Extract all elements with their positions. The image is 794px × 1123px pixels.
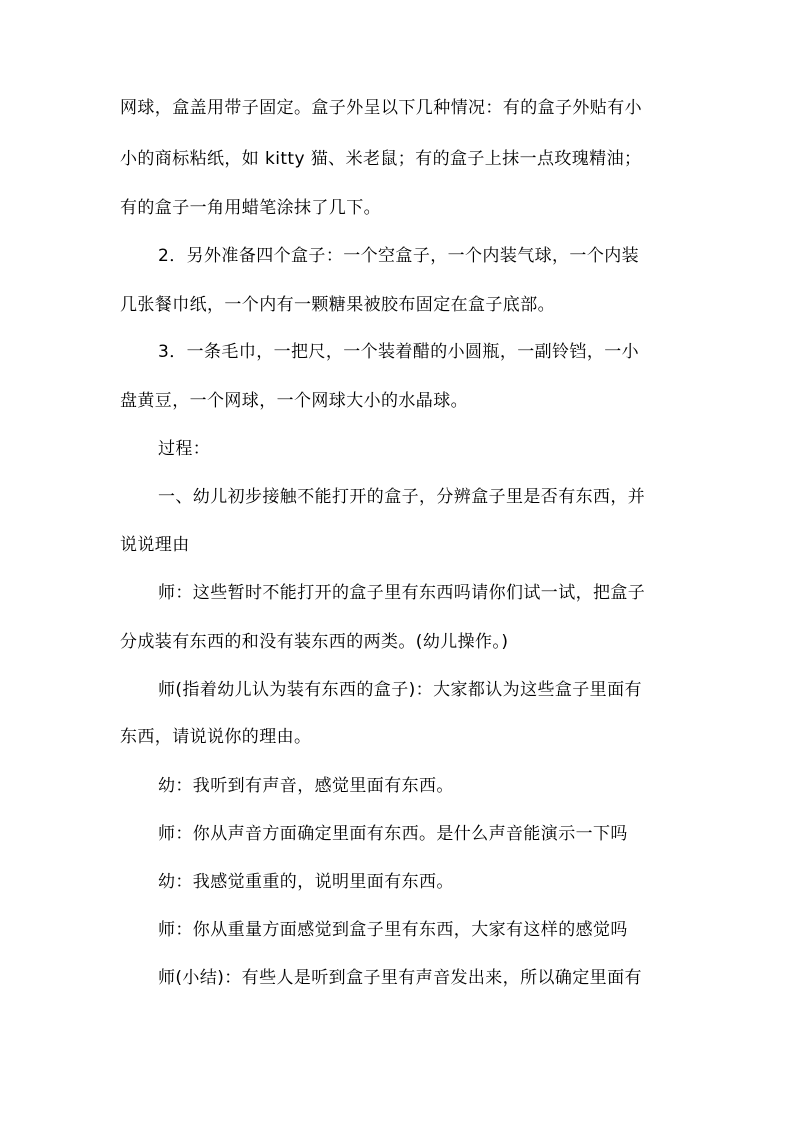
text-line-6: 3．一条毛巾，一把尺，一个装着醋的小圆瓶，一副铃铛，一小: [158, 342, 640, 362]
text-line-14: 东西，请说说你的理由。: [120, 727, 312, 747]
text-line-9: 一、幼儿初步接触不能打开的盒子，分辨盒子里是否有东西，并: [158, 487, 646, 507]
text-line-13: 师(指着幼儿认为装有东西的盒子)：大家都认为这些盒子里面有: [158, 680, 642, 700]
text-line-17: 幼：我感觉重重的，说明里面有东西。: [158, 872, 454, 892]
text-line-15: 幼：我听到有声音，感觉里面有东西。: [158, 776, 454, 796]
text-line-4: 2．另外准备四个盒子：一个空盒子，一个内装气球，一个内装: [158, 246, 640, 266]
text-line-12: 分成装有东西的和没有装东西的两类。(幼儿操作。): [120, 632, 509, 652]
text-line-7: 盘黄豆，一个网球，一个网球大小的水晶球。: [120, 391, 468, 411]
text-line-10: 说说理由: [120, 535, 190, 555]
text-line-8: 过程：: [158, 439, 211, 459]
text-line-19: 师(小结)：有些人是听到盒子里有声音发出来，所以确定里面有: [158, 968, 642, 988]
text-line-16: 师：你从声音方面确定里面有东西。是什么声音能演示一下吗: [158, 824, 628, 844]
text-line-18: 师：你从重量方面感觉到盒子里有东西，大家有这样的感觉吗: [158, 920, 628, 940]
text-line-11: 师：这些暂时不能打开的盒子里有东西吗请你们试一试，把盒子: [158, 583, 646, 603]
text-line-1: 网球，盒盖用带子固定。盒子外呈以下几种情况：有的盒子外贴有小: [120, 98, 642, 118]
text-line-3: 有的盒子一角用蜡笔涂抹了几下。: [120, 198, 381, 218]
text-line-2: 小的商标粘纸，如 kitty 猫、米老鼠；有的盒子上抹一点玫瑰精油；: [120, 149, 642, 169]
text-line-5: 几张餐巾纸，一个内有一颗糖果被胶布固定在盒子底部。: [120, 295, 555, 315]
